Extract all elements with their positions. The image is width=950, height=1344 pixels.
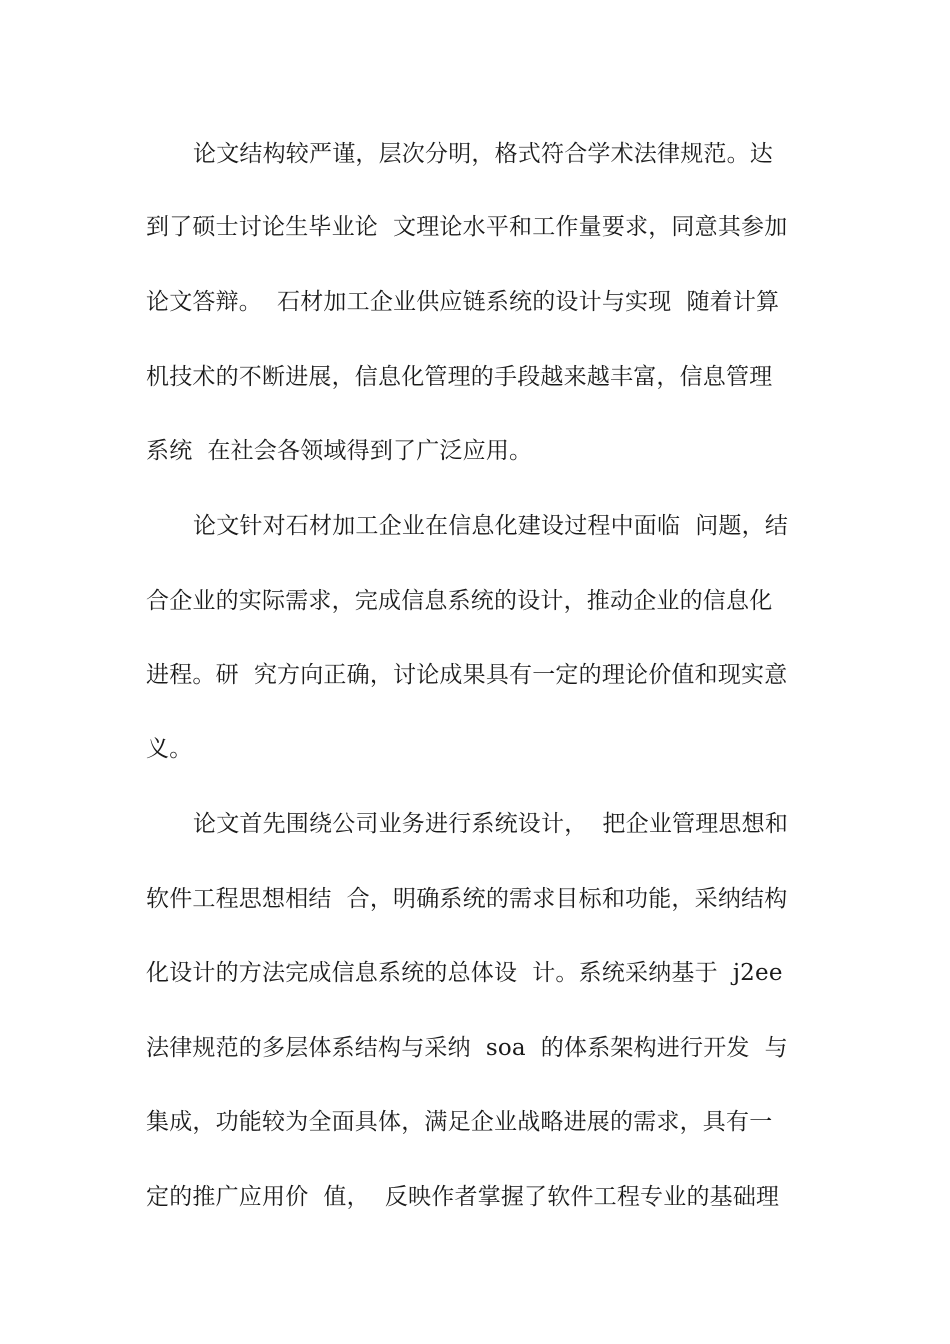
text-line: 法律规范的多层体系结构与采纳 soa 的体系架构进行开发 与 xyxy=(146,1035,788,1061)
text-line: 论文答辩。 石材加工企业供应链系统的设计与实现 随着计算 xyxy=(146,289,780,315)
text-line: 合企业的实际需求，完成信息系统的设计，推动企业的信息化 xyxy=(146,588,773,614)
text-line: 机技术的不断进展，信息化管理的手段越来越丰富，信息管理 xyxy=(146,364,773,390)
text-line: 定的推广应用价 值， 反映作者掌握了软件工程专业的基础理 xyxy=(146,1184,780,1210)
text-line: 义。 xyxy=(146,736,193,762)
text-line: 进程。研 究方向正确，讨论成果具有一定的理论价值和现实意 xyxy=(146,662,788,688)
text-line: 到了硕士讨论生毕业论 文理论水平和工作量要求，同意其参加 xyxy=(146,214,788,240)
text-line: 集成，功能较为全面具体，满足企业战略进展的需求，具有一 xyxy=(146,1109,773,1135)
text-line: 论文针对石材加工企业在信息化建设过程中面临 问题，结 xyxy=(193,513,789,539)
text-line: 论文首先围绕公司业务进行系统设计， 把企业管理思想和 xyxy=(193,811,789,837)
text-line: 系统 在社会各领域得到了广泛应用。 xyxy=(146,438,533,464)
text-line: 化设计的方法完成信息系统的总体设 计。系统采纳基于 j2ee xyxy=(146,960,783,986)
text-line: 论文结构较严谨，层次分明，格式符合学术法律规范。达 xyxy=(193,141,773,167)
text-line: 软件工程思想相结 合，明确系统的需求目标和功能，采纳结构 xyxy=(146,886,788,912)
